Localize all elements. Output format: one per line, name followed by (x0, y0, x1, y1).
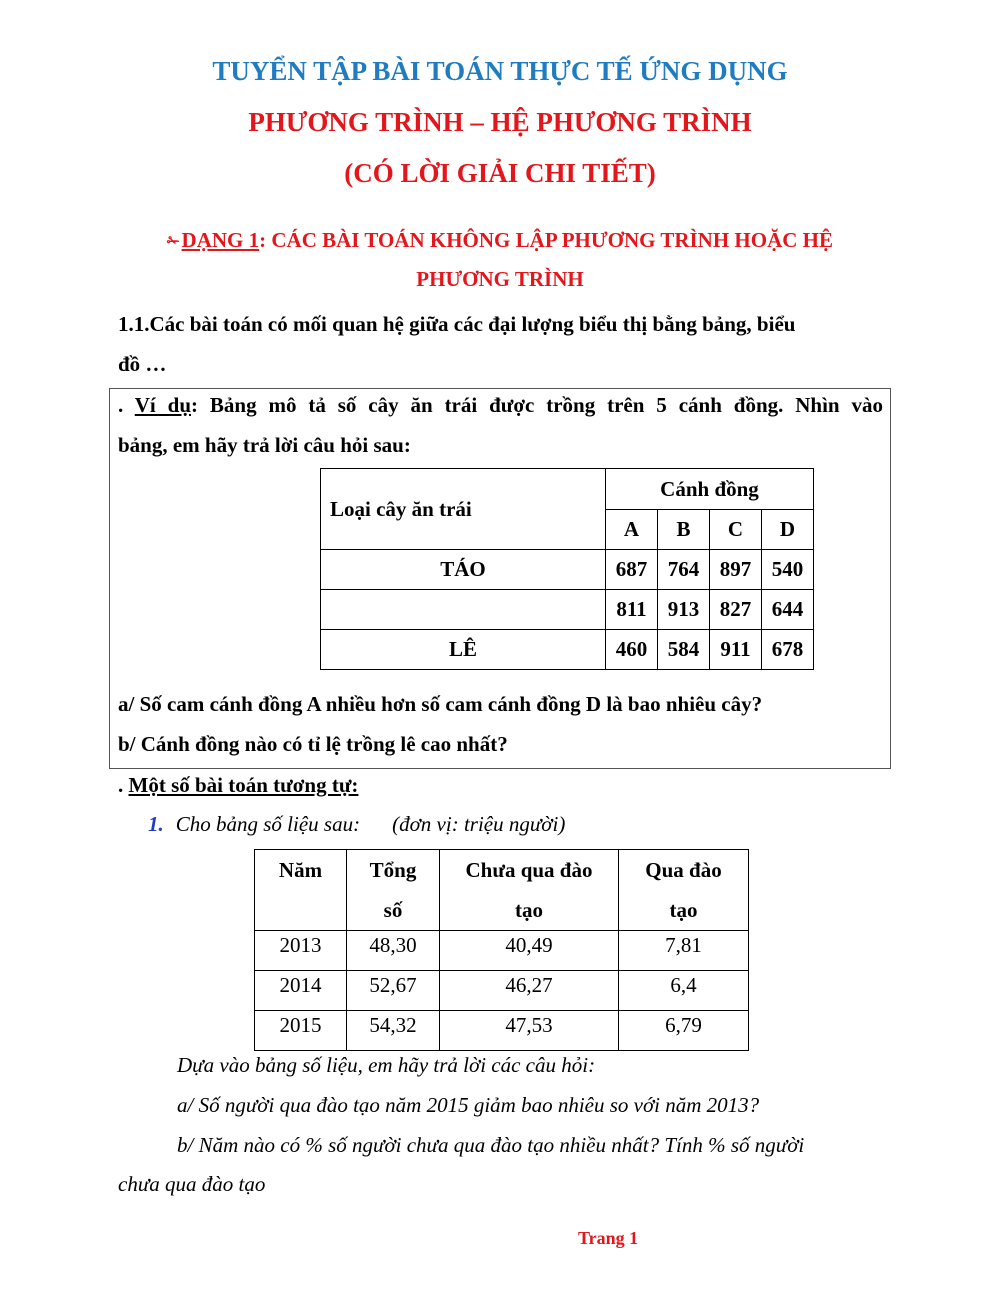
header-line: tạo (515, 898, 543, 922)
training-cell: 6,4 (619, 971, 749, 1011)
example-prefix: . (118, 393, 135, 417)
fruit-value: 827 (710, 590, 762, 630)
training-cell: 52,67 (347, 971, 440, 1011)
example-intro-2: bảng, em hãy trả lời câu hỏi sau: (118, 433, 411, 457)
fruit-name (321, 590, 606, 630)
training-header (347, 850, 440, 931)
example-question-b: b/ Cánh đồng nào có tỉ lệ trồng lê cao nhất? (118, 732, 508, 756)
header-line: tạo (669, 898, 698, 922)
fruit-value: 764 (658, 550, 710, 590)
training-header (619, 850, 749, 931)
fruit-value: 460 (606, 630, 658, 670)
page-number: Trang 1 (578, 1228, 639, 1248)
header-line: số (383, 898, 403, 922)
fruit-group-header: Cánh đồng (606, 469, 814, 510)
title-line-2: PHƯƠNG TRÌNH – HỆ PHƯƠNG TRÌNH (248, 107, 752, 137)
fruit-col-header: C (710, 510, 762, 550)
fruit-value: 584 (658, 630, 710, 670)
fruit-value: 911 (710, 630, 762, 670)
table-row (255, 971, 749, 1011)
scissors-icon: ✁ (166, 234, 180, 250)
header-line: Tổng (369, 858, 417, 882)
section-heading-2: đồ … (118, 352, 167, 376)
example-question-a: a/ Số cam cánh đồng A nhiều hơn số cam cánh đồng D là bao nhiêu cây? (118, 692, 763, 716)
fruit-value: 897 (710, 550, 762, 590)
header-line: Qua đào (645, 858, 722, 882)
training-header (440, 850, 619, 931)
problem-unit: (đơn vị: triệu người) (392, 812, 566, 836)
training-cell: 6,79 (619, 1011, 749, 1051)
training-cell: 54,32 (347, 1011, 440, 1051)
dang-label: DẠNG 1 (181, 228, 260, 252)
header-line: Năm (278, 858, 323, 882)
fruit-name: LÊ (321, 630, 606, 670)
problem-question-b-1: b/ Năm nào có % số người chưa qua đào tạo nhiều nhất? Tính % số người (177, 1133, 805, 1157)
table-row (255, 931, 749, 971)
fruit-table (320, 468, 814, 670)
table-row (321, 590, 814, 630)
fruit-value: 811 (606, 590, 658, 630)
problem-1-intro (148, 811, 565, 837)
fruit-value: 540 (762, 550, 814, 590)
fruit-col-header: D (762, 510, 814, 550)
similar-label: Một số bài toán tương tự: (128, 773, 359, 797)
section-heading-1: 1.1.Các bài toán có mối quan hệ giữa các đại lượng biểu thị bằng bảng, biểu (118, 312, 796, 336)
fruit-col-header: B (658, 510, 710, 550)
table-row (255, 1011, 749, 1051)
title-line-1: TUYỂN TẬP BÀI TOÁN THỰC TẾ ỨNG DỤNG (212, 56, 788, 86)
similar-heading (118, 772, 358, 798)
fruit-value: 913 (658, 590, 710, 630)
fruit-col-header: A (606, 510, 658, 550)
training-cell: 46,27 (440, 971, 619, 1011)
table-row (321, 550, 814, 590)
problem-question-a: a/ Số người qua đào tạo năm 2015 giảm bao nhiêu so với năm 2013? (177, 1093, 760, 1117)
problem-question-b-2: chưa qua đào tạo (118, 1172, 266, 1196)
training-cell: 47,53 (440, 1011, 619, 1051)
fruit-row-header: Loại cây ăn trái (321, 469, 606, 550)
training-table (254, 849, 749, 1051)
fruit-value: 644 (762, 590, 814, 630)
dang-heading (0, 228, 1000, 253)
training-cell: 2015 (255, 1011, 347, 1051)
training-cell: 40,49 (440, 931, 619, 971)
problem-prompt: Dựa vào bảng số liệu, em hãy trả lời các câu hỏi: (177, 1053, 596, 1077)
dang-text-1: : CÁC BÀI TOÁN KHÔNG LẬP PHƯƠNG TRÌNH HOẶC HỆ (259, 228, 834, 252)
fruit-value: 678 (762, 630, 814, 670)
training-cell: 2014 (255, 971, 347, 1011)
problem-intro-text: Cho bảng số liệu sau: (175, 812, 361, 836)
fruit-name: TÁO (321, 550, 606, 590)
example-intro-1 (118, 392, 883, 418)
title-line-3: (CÓ LỜI GIẢI CHI TIẾT) (344, 158, 656, 188)
training-header (255, 850, 347, 931)
similar-prefix: . (118, 773, 129, 797)
fruit-value: 687 (606, 550, 658, 590)
header-line: Chưa qua đào (465, 858, 593, 882)
problem-number: 1. (148, 812, 164, 836)
training-cell: 2013 (255, 931, 347, 971)
example-text-1: : Bảng mô tả số cây ăn trái được trồng trên 5 cánh đồng. Nhìn vào (191, 393, 884, 417)
dang-text-2: PHƯƠNG TRÌNH (416, 267, 584, 291)
training-cell: 48,30 (347, 931, 440, 971)
table-row (321, 630, 814, 670)
example-label: Ví dụ (134, 393, 192, 417)
training-cell: 7,81 (619, 931, 749, 971)
